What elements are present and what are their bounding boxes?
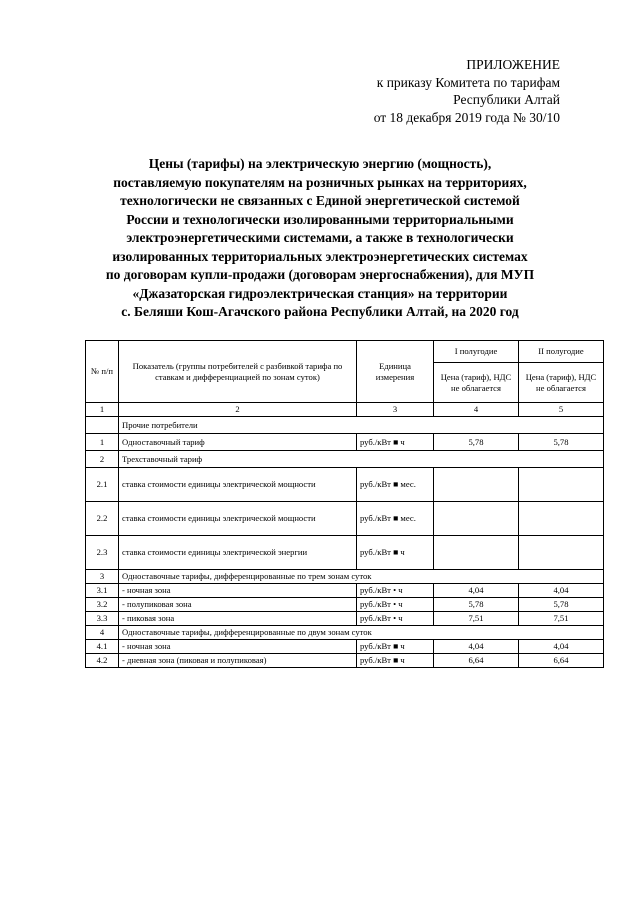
row-indicator: ставка стоимости единицы электрической энергии [119,536,357,570]
row-unit: руб./кВт ■ мес. [357,502,434,536]
header-row [86,341,604,363]
row-unit: руб./кВт ■ ч [357,654,434,668]
row-price-half-1: 4,04 [434,640,519,654]
table-row [86,612,604,626]
table-row [86,536,604,570]
title-line: России и технологически изолированными территориальными [126,211,514,227]
row-number: 1 [86,434,119,451]
title-line: Цены (тарифы) на электрическую энергию (мощность), [148,156,492,171]
row-price-half-2 [519,536,604,570]
row-indicator: Трехставочный тариф [119,451,604,468]
row-price-half-1: 5,78 [434,598,519,612]
row-number: 3.3 [86,612,119,626]
row-unit: руб./кВт ■ мес. [357,468,434,502]
appendix-order-ref: к приказу Комитета по тарифам [376,74,560,90]
row-price-half-1 [434,468,519,502]
row-unit: руб./кВт ■ ч [357,536,434,570]
row-price-half-2: 7,51 [519,612,604,626]
row-indicator: - ночная зона [119,584,357,598]
header-num: № п/п [86,341,119,403]
header-half-2: II полугодие [519,341,604,363]
row-price-half-1: 7,51 [434,612,519,626]
row-price-half-2: 5,78 [519,598,604,612]
table-row [86,468,604,502]
row-indicator: ставка стоимости единицы электрической мощности [119,502,357,536]
table-row [86,626,604,640]
row-price-half-2: 5,78 [519,434,604,451]
title-line: поставляемую покупателям на розничных рынках на территориях, [113,174,527,190]
row-number: 4 [86,626,119,640]
title-line: «Джазаторская гидроэлектрическая станция» на территории [132,285,508,301]
row-price-half-2 [519,502,604,536]
row-number: 4.1 [86,640,119,654]
table-row [86,640,604,654]
appendix-header [300,56,560,126]
row-price-half-1 [434,536,519,570]
row-number: 2.1 [86,468,119,502]
row-indicator: Прочие потребители [119,417,604,434]
row-indicator: Одноставочный тариф [119,434,357,451]
row-price-half-1: 4,04 [434,584,519,598]
table-row [86,451,604,468]
appendix-region: Республики Алтай [453,92,560,107]
row-number: 3 [86,570,119,584]
header-unit: Единица измерения [357,341,434,403]
column-number: 2 [119,403,357,417]
row-number [86,417,119,434]
row-price-half-1: 6,64 [434,654,519,668]
title-line: технологически не связанных с Единой энергетической системой [120,193,520,208]
row-indicator: Одноставочные тарифы, дифференцированные по двум зонам суток [119,626,604,640]
row-unit: руб./кВт • ч [357,584,434,598]
column-number-row [86,403,604,417]
row-unit: руб./кВт ■ ч [357,434,434,451]
header-price-1: Цена (тариф), НДС не облагается [434,363,519,403]
appendix-label: ПРИЛОЖЕНИЕ [466,57,560,72]
row-unit: руб./кВт • ч [357,598,434,612]
row-indicator: - пиковая зона [119,612,357,626]
document-title [70,155,570,322]
row-indicator: - полупиковая зона [119,598,357,612]
table-row [86,434,604,451]
title-line: изолированных территориальных электроэнергетических системах [112,248,528,264]
appendix-date: от 18 декабря 2019 года № 30/10 [373,109,560,125]
row-indicator: - дневная зона (пиковая и полупиковая) [119,654,357,668]
row-indicator: Одноставочные тарифы, дифференцированные по трем зонам суток [119,570,604,584]
header-half-1: I полугодие [434,341,519,363]
table-row [86,502,604,536]
table-row [86,598,604,612]
row-number: 2 [86,451,119,468]
row-price-half-1 [434,502,519,536]
column-number: 3 [357,403,434,417]
header-price-2: Цена (тариф), НДС не облагается [519,363,604,403]
row-price-half-1: 5,78 [434,434,519,451]
row-number: 3.1 [86,584,119,598]
table-row [86,654,604,668]
column-number: 4 [434,403,519,417]
title-line: с. Беляши Кош-Агачского района Республики Алтай, на 2020 год [121,304,519,319]
column-number: 1 [86,403,119,417]
row-indicator: - ночная зона [119,640,357,654]
row-indicator: ставка стоимости единицы электрической мощности [119,468,357,502]
title-line: электроэнергетическими системами, а также в технологически [126,230,514,245]
tariff-table [85,340,604,668]
table-row [86,417,604,434]
row-price-half-2 [519,468,604,502]
row-number: 3.2 [86,598,119,612]
row-number: 2.3 [86,536,119,570]
row-number: 2.2 [86,502,119,536]
row-unit: руб./кВт • ч [357,612,434,626]
table-row [86,584,604,598]
column-number: 5 [519,403,604,417]
row-price-half-2: 4,04 [519,584,604,598]
table-row [86,570,604,584]
row-number: 4.2 [86,654,119,668]
title-line: по договорам купли-продажи (договорам энергоснабжения), для МУП [105,267,535,282]
row-unit: руб./кВт ■ ч [357,640,434,654]
row-price-half-2: 4,04 [519,640,604,654]
header-indicator: Показатель (группы потребителей с разбивкой тарифа по ставкам и дифференциацией по зонам суток) [119,341,357,403]
row-price-half-2: 6,64 [519,654,604,668]
